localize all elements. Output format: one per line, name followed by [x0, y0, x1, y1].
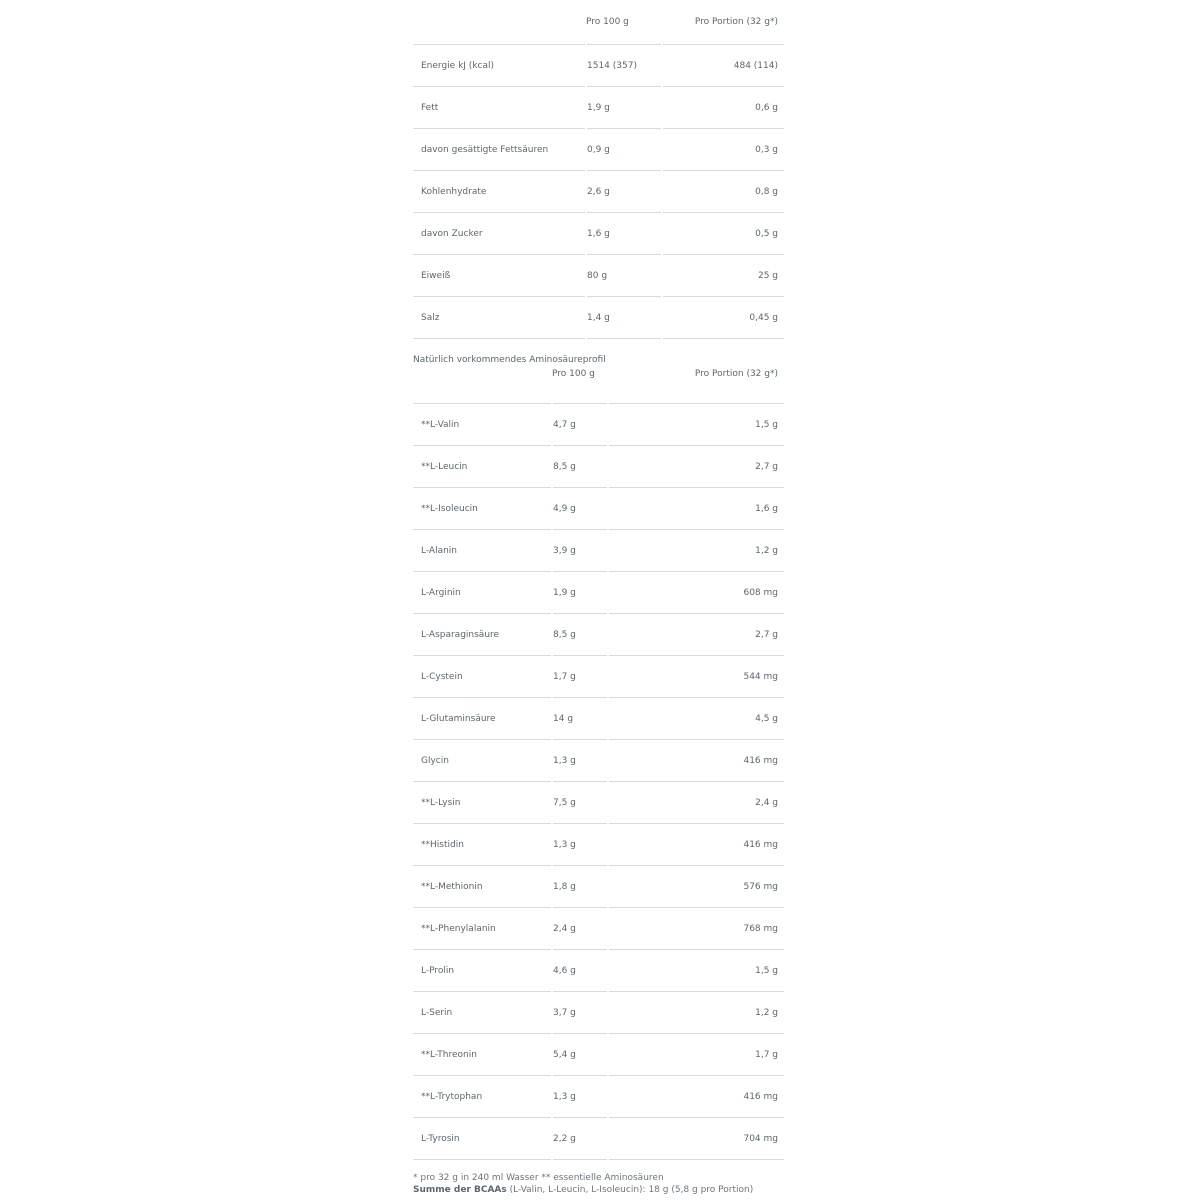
value-per-portion: 4,5 g	[608, 698, 784, 740]
nutrient-name: Eiweiß	[413, 255, 586, 297]
value-per-portion: 2,4 g	[608, 782, 784, 824]
table-row	[413, 87, 784, 129]
nutrient-name: L-Cystein	[413, 656, 552, 698]
table-row	[413, 45, 784, 87]
value-per-portion: 25 g	[662, 255, 784, 297]
value-per-100g: 3,7 g	[552, 992, 608, 1034]
table-row	[413, 698, 784, 740]
table-row	[413, 782, 784, 824]
value-per-100g: 3,9 g	[552, 530, 608, 572]
nutrition-table	[413, 0, 784, 339]
nutrient-name: **L-Isoleucin	[413, 488, 552, 530]
nutrient-name: Glycin	[413, 740, 552, 782]
table-row	[413, 488, 784, 530]
value-per-portion: 484 (114)	[662, 45, 784, 87]
value-per-100g: 7,5 g	[552, 782, 608, 824]
table-row	[413, 255, 784, 297]
value-per-100g: 1,3 g	[552, 740, 608, 782]
table-row	[413, 1076, 784, 1118]
nutrient-name: **L-Valin	[413, 404, 552, 446]
value-per-portion: 608 mg	[608, 572, 784, 614]
value-per-100g: 4,9 g	[552, 488, 608, 530]
table-row	[413, 1034, 784, 1076]
value-per-portion: 416 mg	[608, 824, 784, 866]
table-row	[413, 404, 784, 446]
value-per-100g: 8,5 g	[552, 446, 608, 488]
value-per-100g: 8,5 g	[552, 614, 608, 656]
table-header-row	[413, 367, 784, 404]
nutrient-name: **L-Trytophan	[413, 1076, 552, 1118]
table-row	[413, 866, 784, 908]
value-per-100g: 14 g	[552, 698, 608, 740]
value-per-100g: 4,6 g	[552, 950, 608, 992]
value-per-100g: 1,3 g	[552, 1076, 608, 1118]
value-per-portion: 1,6 g	[608, 488, 784, 530]
nutrient-name: **L-Threonin	[413, 1034, 552, 1076]
value-per-portion: 2,7 g	[608, 614, 784, 656]
nutrient-name: davon Zucker	[413, 213, 586, 255]
nutrition-facts-panel	[413, 0, 784, 1160]
table-row	[413, 572, 784, 614]
value-per-portion: 0,3 g	[662, 129, 784, 171]
bcaa-sum-detail: (L-Valin, L-Leucin, L-Isoleucin): 18 g (5,8 g pro Portion)	[506, 1185, 754, 1195]
value-per-100g: 2,6 g	[586, 171, 662, 213]
header-cell: Pro Portion (32 g*)	[608, 367, 784, 404]
nutrient-name: **L-Lysin	[413, 782, 552, 824]
header-cell	[413, 367, 552, 404]
nutrient-name: L-Arginin	[413, 572, 552, 614]
table-row	[413, 129, 784, 171]
amino-acid-table	[413, 367, 784, 1160]
footnote-line-2	[413, 1184, 753, 1196]
value-per-portion: 1,2 g	[608, 992, 784, 1034]
nutrient-name: **Histidin	[413, 824, 552, 866]
value-per-portion: 0,8 g	[662, 171, 784, 213]
value-per-100g: 1514 (357)	[586, 45, 662, 87]
value-per-100g: 1,6 g	[586, 213, 662, 255]
header-cell: Pro 100 g	[552, 367, 608, 404]
value-per-100g: 4,7 g	[552, 404, 608, 446]
nutrient-name: L-Serin	[413, 992, 552, 1034]
table-row	[413, 824, 784, 866]
value-per-portion: 416 mg	[608, 1076, 784, 1118]
table-row	[413, 740, 784, 782]
value-per-100g: 5,4 g	[552, 1034, 608, 1076]
nutrient-name: Kohlenhydrate	[413, 171, 586, 213]
value-per-portion: 1,5 g	[608, 950, 784, 992]
nutrient-name: Salz	[413, 297, 586, 339]
table-row	[413, 171, 784, 213]
header-cell: Pro 100 g	[586, 0, 662, 45]
table-row	[413, 614, 784, 656]
footnote-line-1: * pro 32 g in 240 ml Wasser ** essentielle Aminosäuren	[413, 1173, 664, 1183]
table-row	[413, 1118, 784, 1160]
nutrient-name: L-Alanin	[413, 530, 552, 572]
value-per-portion: 704 mg	[608, 1118, 784, 1160]
table-header-row	[413, 0, 784, 45]
nutrient-name: L-Asparaginsäure	[413, 614, 552, 656]
value-per-portion: 0,5 g	[662, 213, 784, 255]
value-per-100g: 1,3 g	[552, 824, 608, 866]
value-per-100g: 2,4 g	[552, 908, 608, 950]
value-per-100g: 1,8 g	[552, 866, 608, 908]
value-per-portion: 1,2 g	[608, 530, 784, 572]
value-per-portion: 576 mg	[608, 866, 784, 908]
nutrient-name: L-Prolin	[413, 950, 552, 992]
nutrient-name: **L-Phenylalanin	[413, 908, 552, 950]
table-row	[413, 530, 784, 572]
table-row	[413, 656, 784, 698]
nutrient-name: Energie kJ (kcal)	[413, 45, 586, 87]
footnote	[413, 1172, 753, 1196]
value-per-100g: 2,2 g	[552, 1118, 608, 1160]
nutrient-name: **L-Methionin	[413, 866, 552, 908]
value-per-portion: 1,5 g	[608, 404, 784, 446]
value-per-100g: 1,7 g	[552, 656, 608, 698]
value-per-portion: 2,7 g	[608, 446, 784, 488]
nutrient-name: davon gesättigte Fettsäuren	[413, 129, 586, 171]
value-per-portion: 768 mg	[608, 908, 784, 950]
bcaa-sum-label: Summe der BCAAs	[413, 1185, 507, 1195]
value-per-100g: 80 g	[586, 255, 662, 297]
nutrient-name: Fett	[413, 87, 586, 129]
value-per-portion: 0,6 g	[662, 87, 784, 129]
table-row	[413, 908, 784, 950]
value-per-portion: 1,7 g	[608, 1034, 784, 1076]
table-row	[413, 297, 784, 339]
table-row	[413, 446, 784, 488]
table-row	[413, 950, 784, 992]
value-per-portion: 544 mg	[608, 656, 784, 698]
header-cell	[413, 0, 586, 45]
value-per-portion: 0,45 g	[662, 297, 784, 339]
nutrient-name: L-Tyrosin	[413, 1118, 552, 1160]
value-per-100g: 0,9 g	[586, 129, 662, 171]
value-per-100g: 1,9 g	[586, 87, 662, 129]
header-cell: Pro Portion (32 g*)	[662, 0, 784, 45]
amino-section-title: Natürlich vorkommendes Aminosäureprofil	[413, 355, 606, 365]
table-row	[413, 213, 784, 255]
value-per-100g: 1,4 g	[586, 297, 662, 339]
table-row	[413, 992, 784, 1034]
nutrient-name: **L-Leucin	[413, 446, 552, 488]
nutrient-name: L-Glutaminsäure	[413, 698, 552, 740]
value-per-portion: 416 mg	[608, 740, 784, 782]
value-per-100g: 1,9 g	[552, 572, 608, 614]
